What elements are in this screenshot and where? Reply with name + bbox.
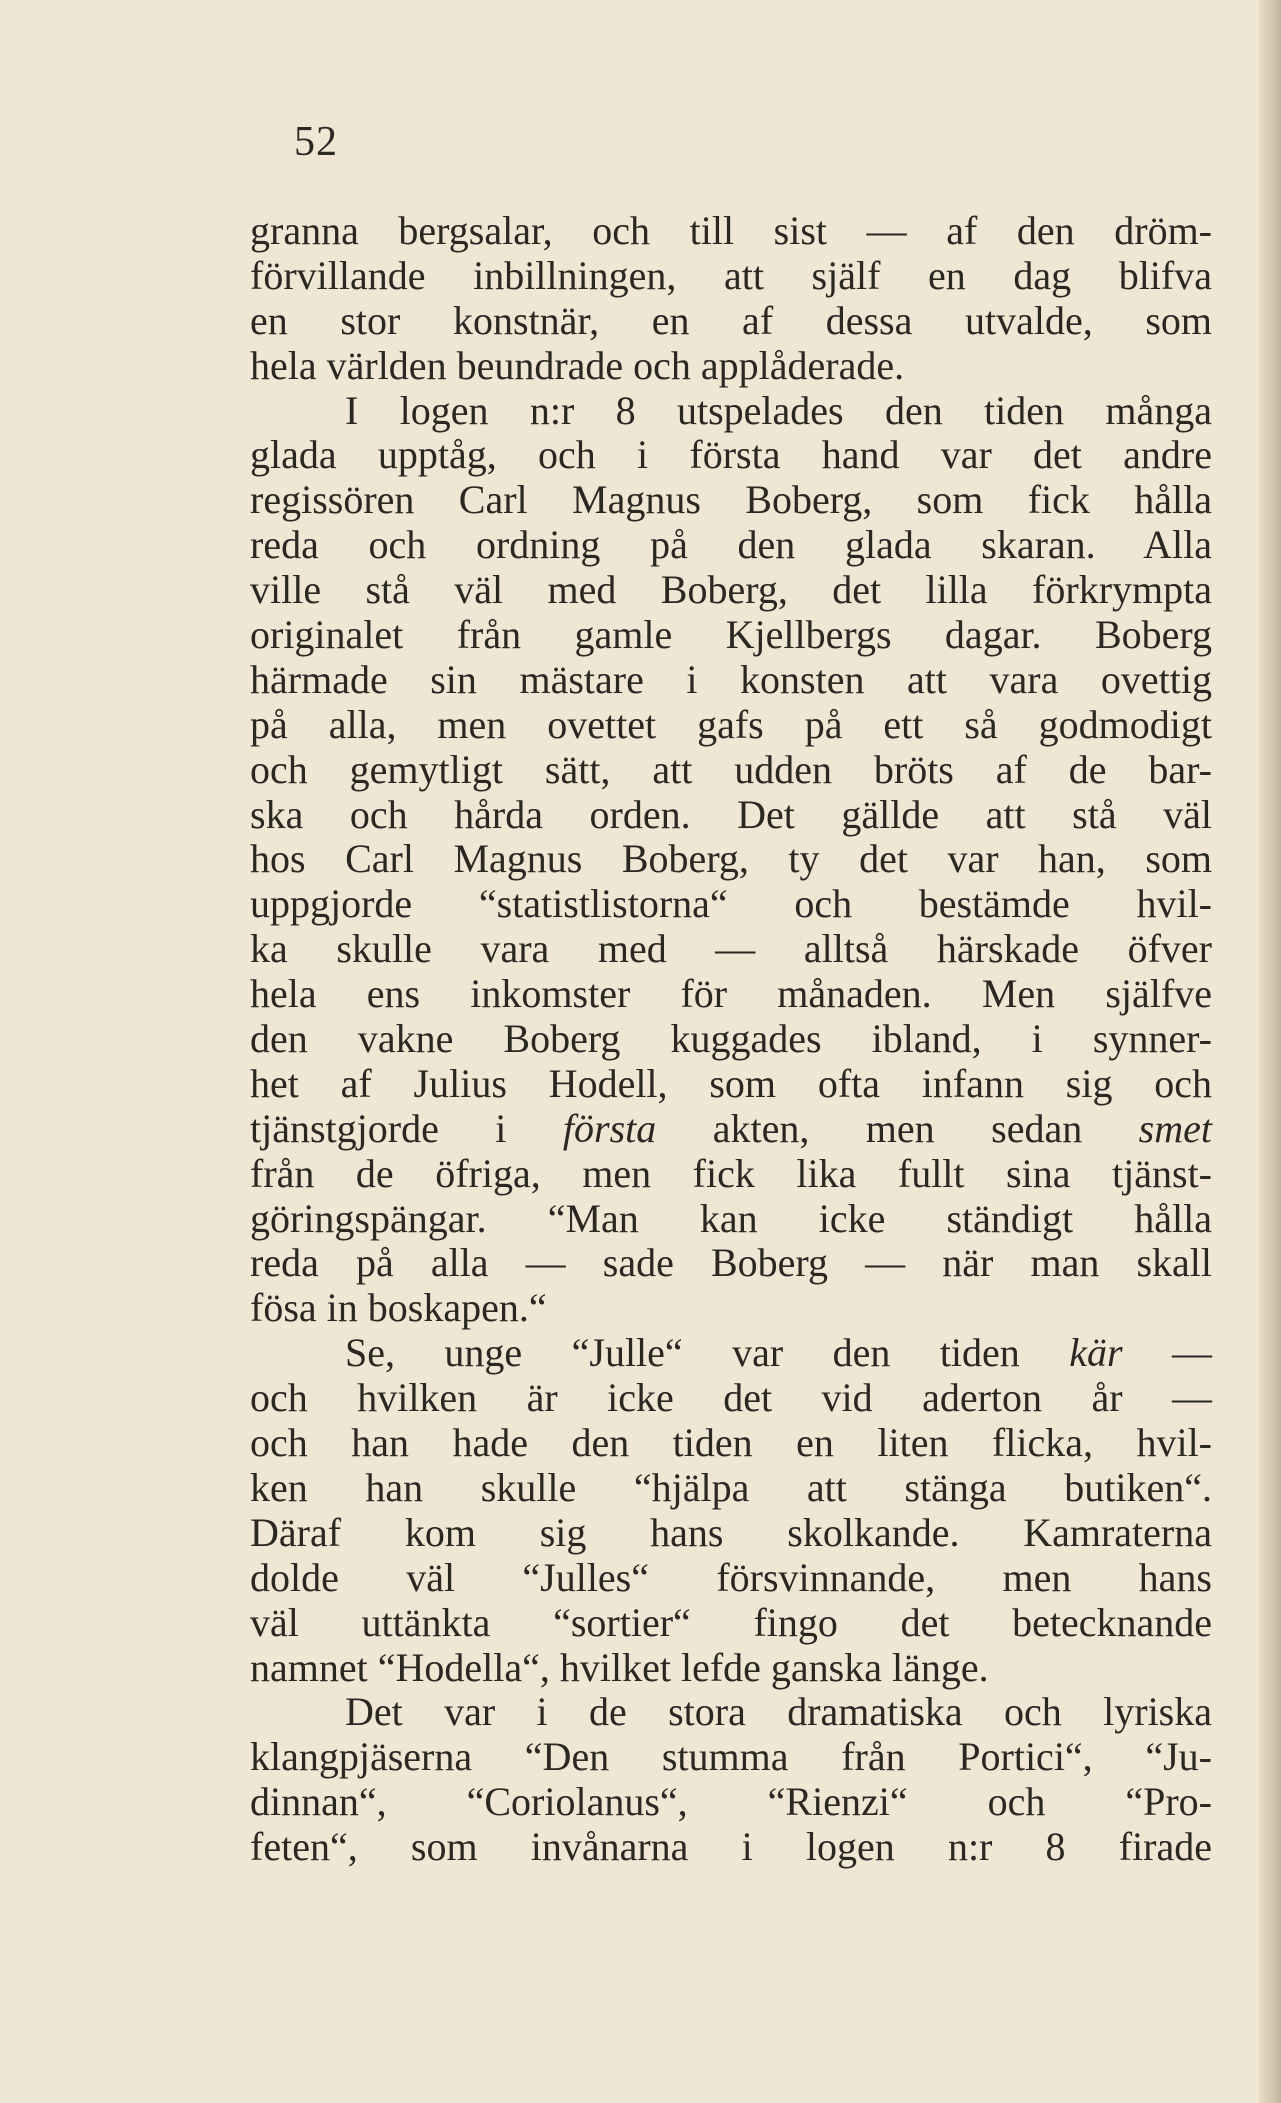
text-line: originalet från gamle Kjellbergs dagar. Boberg <box>250 612 1212 658</box>
text-line: den vakne Boberg kuggades ibland, i synner- <box>250 1016 1212 1062</box>
text-line: hela världen beundrade och applåderade. <box>250 342 905 388</box>
text-line: dolde väl “Julles“ försvinnande, men hans <box>250 1554 1212 1600</box>
text-line: Det var i de stora dramatiska och lyriska <box>345 1689 1212 1735</box>
text-line: namnet “Hodella“, hvilket lefde ganska länge. <box>250 1644 989 1690</box>
text-line: hos Carl Magnus Boberg, ty det var han, som <box>250 836 1212 882</box>
text-line: förvillande inbillningen, att själf en dag blifva <box>250 252 1212 298</box>
text-line-with-italics <box>250 1107 1212 1152</box>
text-line: Däraf kom sig hans skolkande. Kamraterna <box>250 1509 1212 1555</box>
text-line: väl uttänkta “sortier“ fingo det betecknande <box>250 1599 1212 1645</box>
text-line: ken han skulle “hjälpa att stänga butiken“. <box>250 1464 1212 1510</box>
text-line: ka skulle vara med — alltså härskade öfver <box>250 926 1212 972</box>
text-line: I logen n:r 8 utspelades den tiden många <box>345 387 1212 433</box>
italic-word: första <box>562 1105 657 1151</box>
body-text <box>250 209 1212 1870</box>
text-line: och han hade den tiden en liten flicka, hvil- <box>250 1420 1212 1466</box>
text-line: het af Julius Hodell, som ofta infann sig och <box>250 1060 1212 1106</box>
text-line: granna bergsalar, och till sist — af den dröm- <box>250 208 1212 253</box>
text-run: Se, unge “Julle“ var den tiden <box>345 1330 1070 1376</box>
text-line: ville stå väl med Boberg, det lilla förkrympta <box>250 567 1212 613</box>
page-edge <box>1259 0 1281 2103</box>
text-line: göringspängar. “Man kan icke ständigt hålla <box>250 1195 1212 1241</box>
text-line: dinnan“, “Coriolanus“, “Rienzi“ och “Pro- <box>250 1779 1212 1825</box>
italic-word: kär <box>1069 1330 1123 1376</box>
text-run: akten, men sedan <box>656 1105 1139 1151</box>
page-number: 52 <box>294 119 338 165</box>
italic-word: smet <box>1138 1105 1212 1151</box>
text-line: en stor konstnär, en af dessa utvalde, som <box>250 297 1212 343</box>
text-line: uppgjorde “statistlistorna“ och bestämde hvil- <box>250 881 1212 927</box>
text-line: på alla, men ovettet gafs på ett så godmodigt <box>250 701 1212 747</box>
text-line: härmade sin mästare i konsten att vara ovettig <box>250 656 1212 702</box>
text-line: reda på alla — sade Boberg — när man skall <box>250 1240 1212 1286</box>
text-line: från de öfriga, men fick lika fullt sina tjänst- <box>250 1150 1212 1196</box>
text-line: och hvilken är icke det vid aderton år — <box>250 1375 1212 1421</box>
text-run: — <box>1122 1330 1212 1376</box>
text-run: tjänstgjorde i <box>250 1105 563 1151</box>
text-line: regissören Carl Magnus Boberg, som fick hålla <box>250 477 1212 523</box>
text-line: glada upptåg, och i första hand var det andre <box>250 432 1212 478</box>
text-line: och gemytligt sätt, att udden bröts af de bar- <box>250 746 1212 792</box>
text-line: ska och hårda orden. Det gällde att stå väl <box>250 791 1212 837</box>
text-line: feten“, som invånarna i logen n:r 8 firade <box>250 1824 1212 1870</box>
text-line: fösa in boskapen.“ <box>250 1285 547 1331</box>
text-line: reda och ordning på den glada skaran. Alla <box>250 522 1212 568</box>
text-line-with-italics <box>250 1331 1212 1376</box>
text-line: klangpjäserna “Den stumma från Portici“, “Ju- <box>250 1734 1212 1780</box>
text-line: hela ens inkomster för månaden. Men själfve <box>250 971 1212 1017</box>
